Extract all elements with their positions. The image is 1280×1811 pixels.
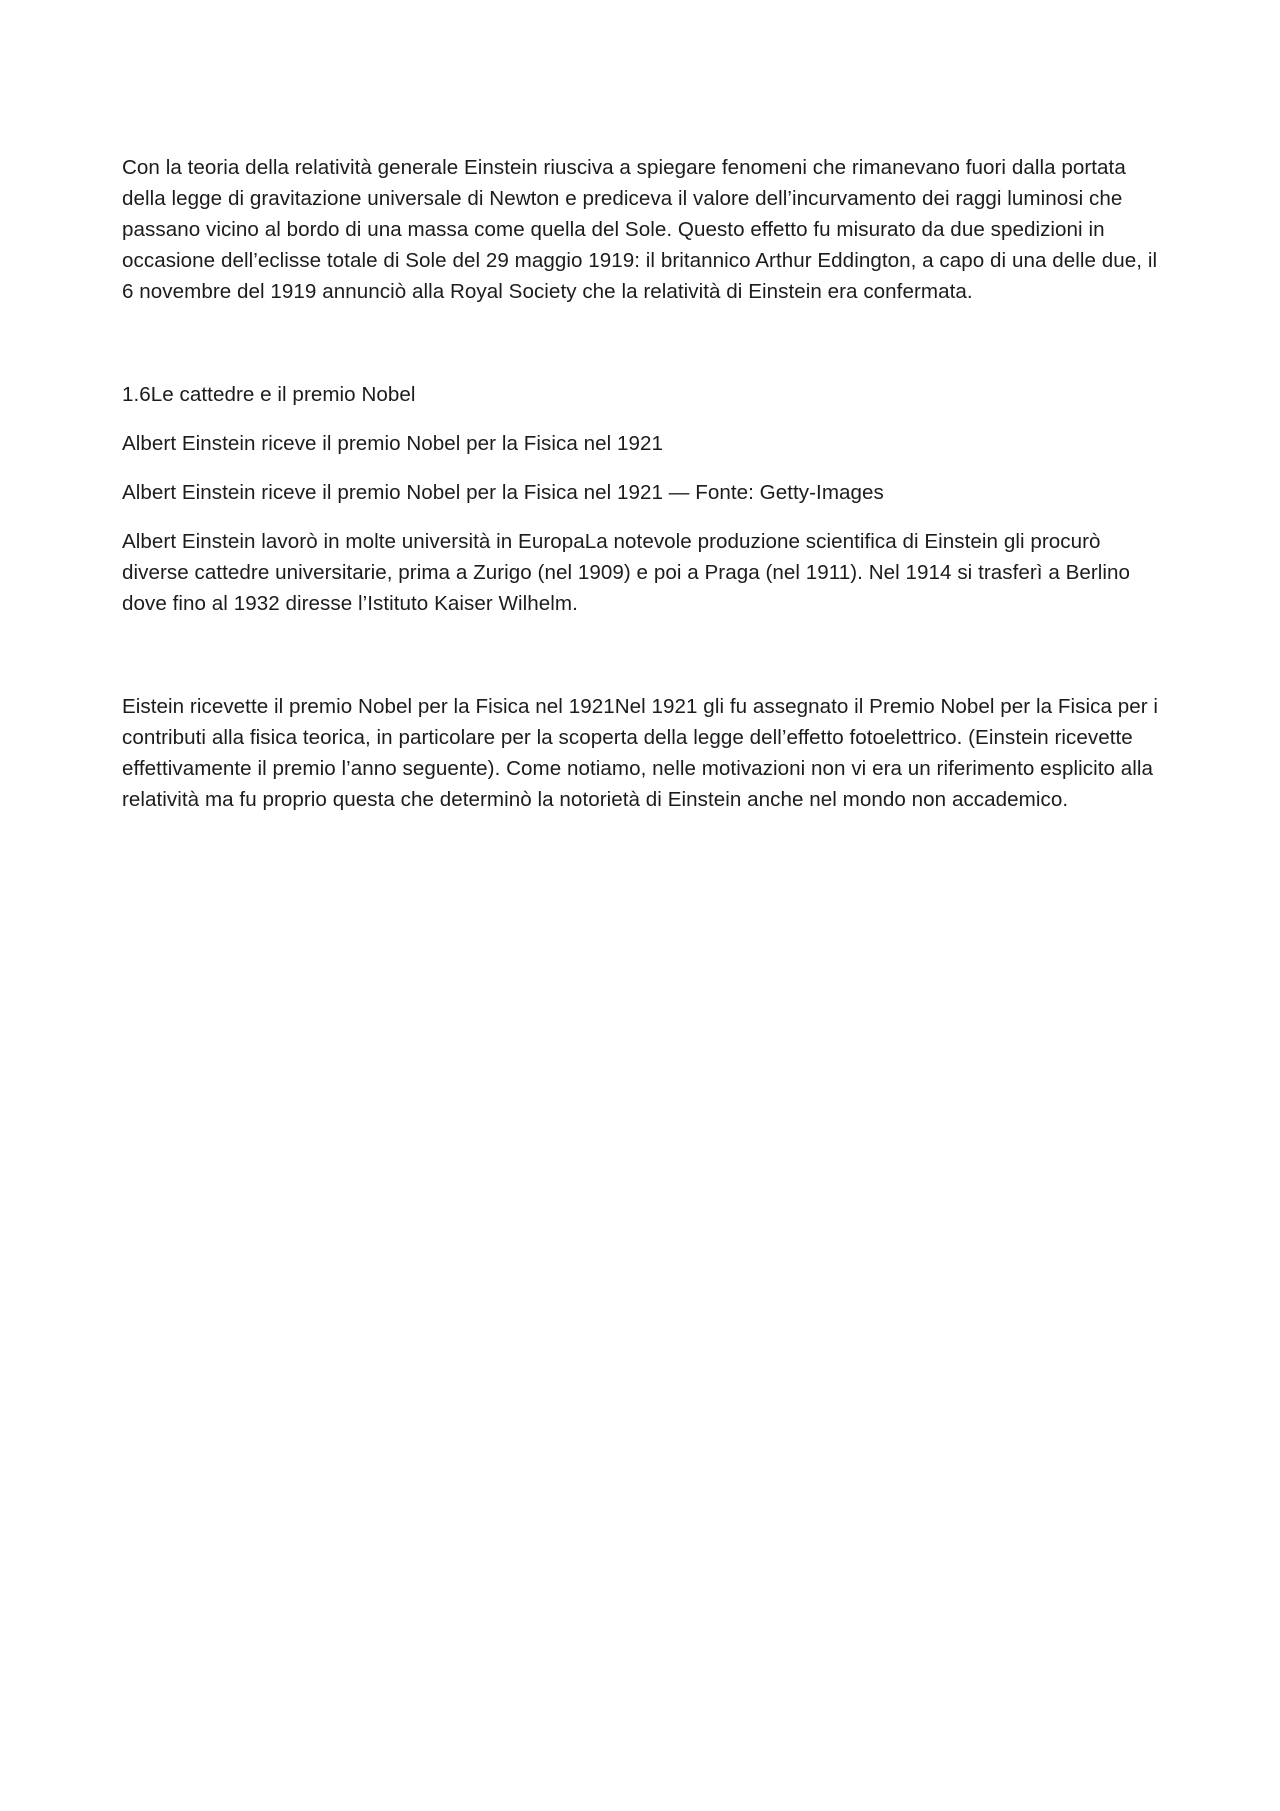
paragraph-nobel: Eistein ricevette il premio Nobel per la Fisica nel 1921Nel 1921 gli fu assegnato il Premio Nobel per la Fisica per i contributi alla fisica teorica, in particolare per la scoperta della legge dell’effetto fotoelettrico. (Einstein ricevette effettivamente il premio l’anno seguente). Come notiamo, nelle motivazioni non vi era un riferimento esplicito alla relatività ma fu proprio questa che determinò la notorietà di Einstein anche nel mondo non accademico. <box>122 695 1159 811</box>
paragraph-relativity: Con la teoria della relatività generale Einstein riusciva a spiegare fenomeni che rimanevano fuori dalla portata della legge di gravitazione universale di Newton e prediceva il valore dell’incurvamento dei raggi luminosi che passano vicino al bordo di una massa come quella del Sole. Questo effetto fu misurato da due spedizioni in occasione dell’eclisse totale di Sole del 29 maggio 1919: il britannico Arthur Eddington, a capo di una delle due, il 6 novembre del 1919 annunciò alla Royal Society che la relatività di Einstein era confermata. <box>122 156 1158 303</box>
section-heading: 1.6Le cattedre e il premio Nobel <box>122 383 416 406</box>
paragraph-universities: Albert Einstein lavorò in molte università in EuropaLa notevole produzione scientifica di Einstein gli procurò diverse cattedre universitarie, prima a Zurigo (nel 1909) e poi a Praga (nel 1911). Nel 1914 si trasferì a Berlino dove fino al 1932 diresse l’Istituto Kaiser Wilhelm. <box>122 530 1131 615</box>
image-caption: Albert Einstein riceve il premio Nobel per la Fisica nel 1921 <box>122 432 664 455</box>
document-body <box>122 152 1162 815</box>
image-caption-source: Albert Einstein riceve il premio Nobel per la Fisica nel 1921 — Fonte: Getty-Images <box>122 481 884 504</box>
